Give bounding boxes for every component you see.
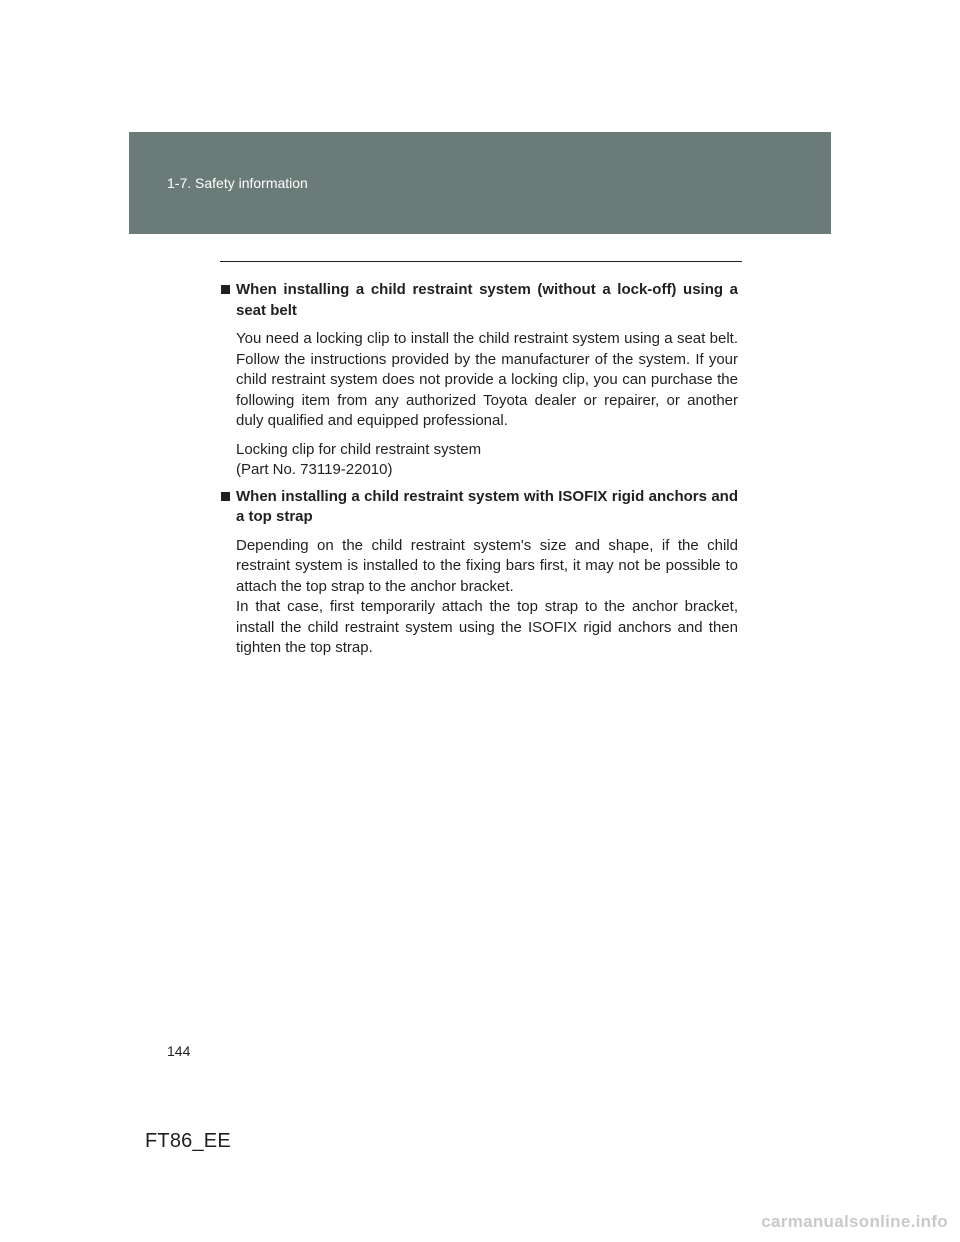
main-content: [220, 280, 738, 659]
section-locking-clip: [220, 280, 738, 481]
section-paragraph: [236, 536, 738, 659]
part-number: (Part No. 73119-22010): [236, 461, 393, 478]
square-bullet-icon: [221, 492, 230, 501]
section-heading: When installing a child restraint system with ISOFIX rigid anchors and a top strap: [236, 487, 738, 525]
square-bullet-icon: [221, 285, 230, 294]
section-paragraph: You need a locking clip to install the child restraint system using a seat belt. Follow the instructions provided by the manufacturer of the system. If your child restraint system does not provide a locking clip, you can purchase the following item from any authorized Toyota dealer or repairer, or another duly qualified and equipped professional.: [236, 330, 738, 429]
section-title: 1-7. Safety information: [167, 175, 308, 191]
section-isofix: [220, 487, 738, 659]
content-divider: [220, 261, 742, 262]
paragraph-text: Depending on the child restraint system's size and shape, if the child restraint system is installed to the fixing bars first, it may not be possible to attach the top strap to the anchor bracket.: [236, 536, 738, 595]
part-label: Locking clip for child restraint system: [236, 440, 482, 458]
watermark-logo: carmanualsonline.info: [761, 1212, 948, 1231]
section-heading: When installing a child restraint system (without a lock-off) using a seat belt: [236, 281, 738, 319]
page-number: 144: [167, 1043, 191, 1059]
paragraph-text: In that case, first temporarily attach the top strap to the anchor bracket, install the child restraint system using the ISOFIX rigid anchors and then tighten the top strap.: [236, 598, 738, 656]
part-info: [236, 440, 738, 481]
section-header-band: [129, 132, 831, 234]
document-code: FT86_EE: [145, 1130, 231, 1152]
